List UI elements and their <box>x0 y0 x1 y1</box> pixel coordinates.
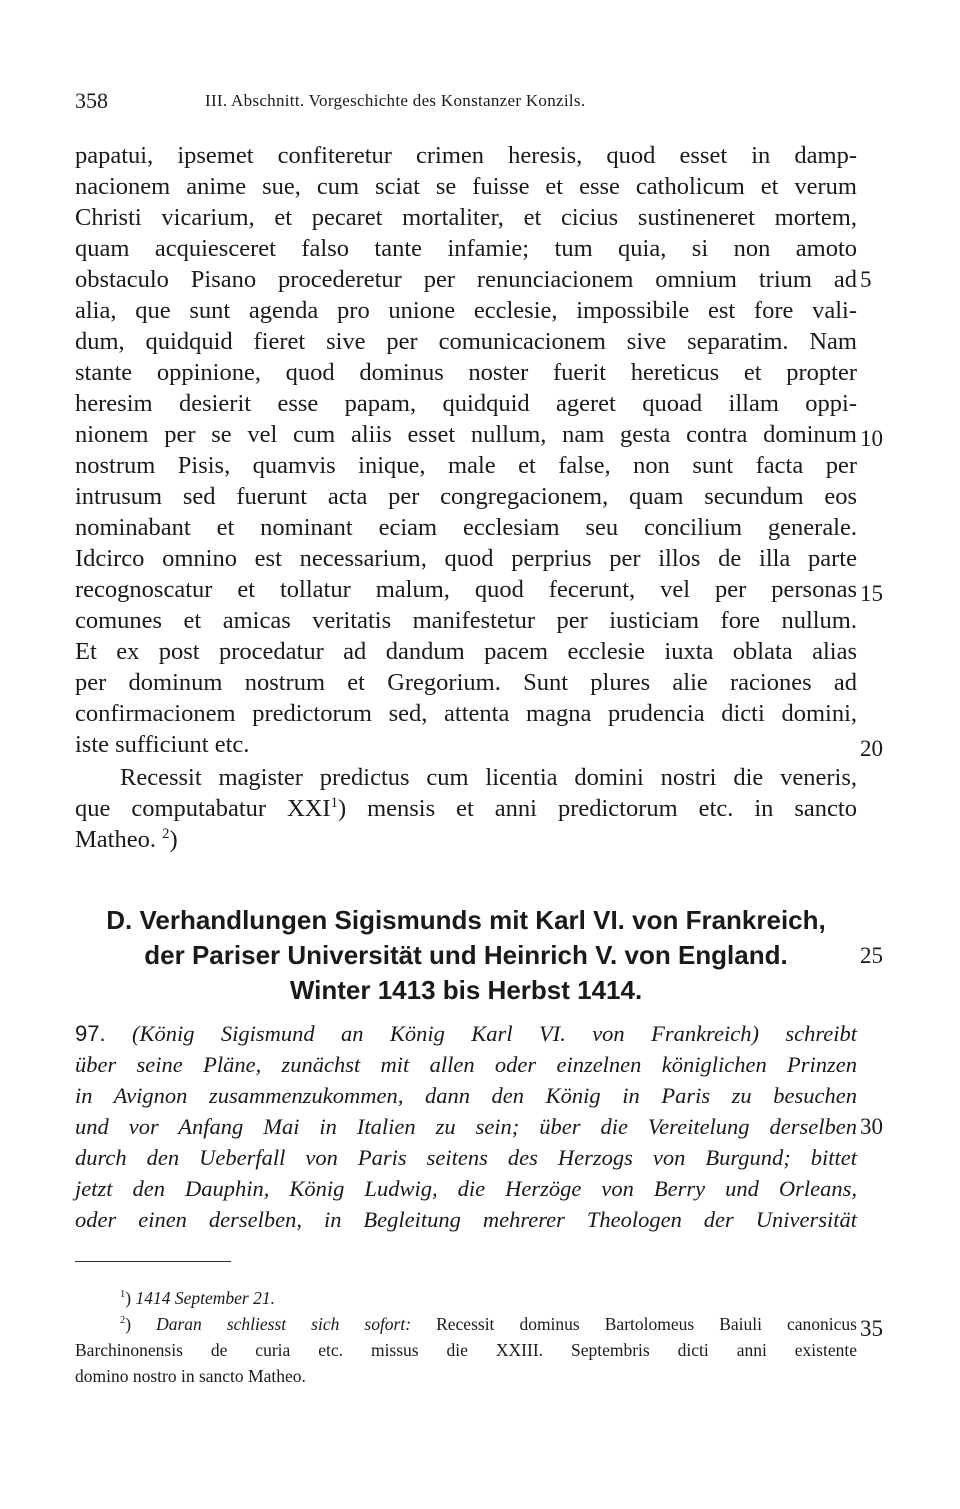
footnote-1: $^1$) 1414 September 21. <box>120 1288 275 1308</box>
running-title: III. Abschnitt. Vorgeschichte des Konstanzer Konzils. <box>205 91 586 110</box>
body-line: heresim desierit esse papam, quidquid ageret quoad illam oppi- <box>75 390 857 417</box>
paragraph-line: Matheo. $^2$) <box>75 825 178 853</box>
line-number: 25 <box>860 943 883 968</box>
body-line: intrusum sed fuerunt acta per congregacionem, quam secundum eos <box>75 483 857 510</box>
body-line: Christi vicarium, et pecaret mortaliter, et cicius sustineneret mortem, <box>75 204 857 231</box>
body-line: stante oppinione, quod dominus noster fuerit hereticus et propter <box>75 359 857 386</box>
body-line: obstaculo Pisano procederetur per renunciacionem omnium trium ad <box>75 266 857 293</box>
entry-summary-line: 97. (König Sigismund an König Karl VI. von Frankreich) schreibt <box>75 1021 857 1046</box>
line-number: 10 <box>860 426 883 451</box>
body-line: confirmacionem predictorum sed, attenta magna prudencia dicti domini, <box>75 700 857 727</box>
body-line: recognoscatur et tollatur malum, quod fecerunt, vel per personas <box>75 576 857 603</box>
body-line: per dominum nostrum et Gregorium. Sunt plures alie raciones ad <box>75 669 857 696</box>
body-line: quam acquiesceret falso tante infamie; tum quia, si non amoto <box>75 235 857 262</box>
entry-summary-line: oder einen derselben, in Begleitung mehrerer Theologen der Universität <box>75 1207 857 1232</box>
body-line: Et ex post procedatur ad dandum pacem ecclesie iuxta oblata alias <box>75 638 857 665</box>
line-number: 30 <box>860 1114 883 1139</box>
page-number: 358 <box>75 88 108 113</box>
footnote-2-line: Barchinonensis de curia etc. missus die XXIII. Septembris dicti anni existente <box>75 1340 857 1360</box>
footnote-2-line: domino nostro in sancto Matheo. <box>75 1366 306 1386</box>
entry-summary-line: in Avignon zusammenzukommen, dann den König in Paris zu besuchen <box>75 1083 857 1108</box>
section-heading-line: der Pariser Universität und Heinrich V. von England. <box>144 940 788 970</box>
entry-summary-line: jetzt den Dauphin, König Ludwig, die Herzöge von Berry und Orleans, <box>75 1176 857 1201</box>
entry-summary-line: durch den Ueberfall von Paris seitens des Herzogs von Burgund; bittet <box>75 1145 857 1170</box>
body-line: Idcirco omnino est necessarium, quod perprius per illos de illa parte <box>75 545 857 572</box>
paragraph-line: Recessit magister predictus cum licentia domini nostri die veneris, <box>120 764 857 791</box>
line-number: 15 <box>860 581 883 606</box>
entry-number: 97. <box>75 1021 106 1046</box>
section-heading-line: D. Verhandlungen Sigismunds mit Karl VI. von Frankreich, <box>106 905 826 935</box>
body-line: dum, quidquid fieret sive per comunicacionem sive separatim. Nam <box>75 328 857 355</box>
entry-summary-line: über seine Pläne, zunächst mit allen oder einzelnen königlichen Prinzen <box>75 1052 857 1077</box>
body-line: nostrum Pisis, quamvis inique, male et false, non sunt facta per <box>75 452 857 479</box>
footnote-2: $^2$) Daran schliesst sich sofort: Recessit dominus Bartolomeus Baiuli canonicus <box>120 1314 857 1334</box>
footnote-ref: 1 <box>330 794 338 811</box>
body-line: papatui, ipsemet confiteretur crimen heresis, quod esset in damp- <box>75 142 857 169</box>
body-line: alia, que sunt agenda pro unione ecclesie, impossibile est fore vali- <box>75 297 857 324</box>
paragraph-line: que computabatur XXI$^1$) mensis et anni predictorum etc. in sancto <box>75 794 857 822</box>
footnote-divider <box>75 1261 231 1262</box>
footnote-ref: 2 <box>162 825 170 842</box>
line-number: 35 <box>860 1316 883 1341</box>
page-header <box>75 88 875 118</box>
line-number: 5 <box>860 267 872 292</box>
entry-summary-line: und vor Anfang Mai in Italien zu sein; über die Vereitelung derselben <box>75 1114 857 1139</box>
body-line: iste sufficiunt etc. <box>75 731 250 758</box>
line-number: 20 <box>860 736 883 761</box>
section-heading-line: Winter 1413 bis Herbst 1414. <box>289 975 643 1005</box>
body-line: nionem per se vel cum aliis esset nullum, nam gesta contra dominum <box>75 421 857 448</box>
body-line: nominabant et nominant eciam ecclesiam seu concilium generale. <box>75 514 857 541</box>
body-line: nacionem anime sue, cum sciat se fuisse et esse catholicum et verum <box>75 173 857 200</box>
body-line: comunes et amicas veritatis manifestetur per iusticiam fore nullum. <box>75 607 857 634</box>
